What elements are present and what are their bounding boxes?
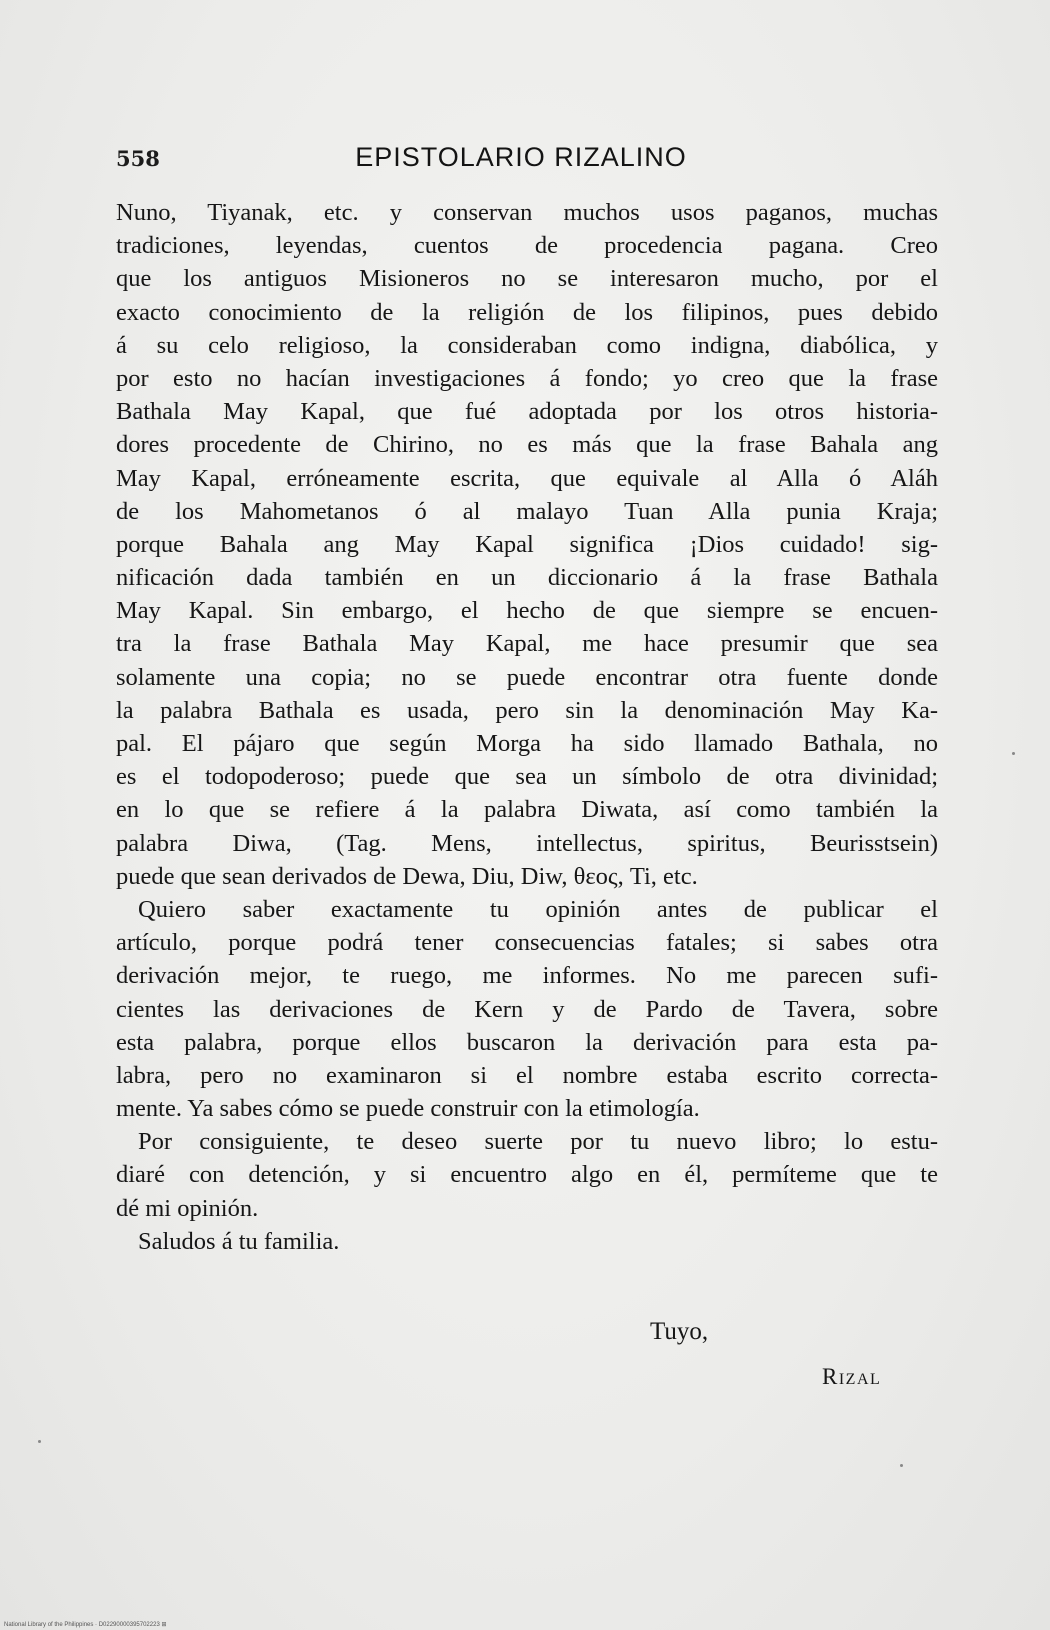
page-header (116, 138, 926, 178)
text-line: que los antiguos Misioneros no se interesaron mucho, por el (116, 265, 938, 293)
page-number: 558 (116, 146, 160, 171)
archive-footer: National Library of the Philippines · D02290000395702223 ⊞ (4, 1622, 167, 1628)
scan-speck (38, 1440, 41, 1443)
text-line: diaré con detención, y si encuentro algo en él, permíteme que te (116, 1161, 938, 1189)
text-line: palabra Diwa, (Tag. Mens, intellectus, spiritus, Beurisstsein) (116, 829, 938, 857)
text-line: cientes las derivaciones de Kern y de Pardo de Tavera, sobre (116, 995, 938, 1023)
letter-body (116, 196, 938, 1258)
text-line: porque Bahala ang May Kapal significa ¡Dios cuidado! sig- (116, 530, 938, 558)
text-line: por esto no hacían investigaciones á fondo; yo creo que la frase (116, 364, 938, 392)
text-line: puede que sean derivados de Dewa, Diu, Diw, θεος, Ti, etc. (116, 862, 698, 890)
text-line: tradiciones, leyendas, cuentos de procedencia pagana. Creo (116, 232, 938, 260)
text-line: dores procedente de Chirino, no es más que la frase Bahala ang (116, 431, 938, 459)
text-line: es el todopoderoso; puede que sea un símbolo de otra divinidad; (116, 763, 938, 791)
text-line: May Kapal, erróneamente escrita, que equivale al Alla ó Aláh (116, 464, 938, 492)
text-line: Quiero saber exactamente tu opinión antes de publicar el (138, 895, 938, 923)
text-line: May Kapal. Sin embargo, el hecho de que siempre se encuen- (116, 597, 938, 625)
text-line: la palabra Bathala es usada, pero sin la denominación May Ka- (116, 696, 938, 724)
text-line: Saludos á tu familia. (138, 1227, 340, 1255)
text-line: Bathala May Kapal, que fué adoptada por los otros historia- (116, 398, 938, 426)
text-line: tra la frase Bathala May Kapal, me hace presumir que sea (116, 630, 938, 658)
running-title: EPISTOLARIO RIZALINO (355, 142, 687, 172)
text-line: labra, pero no examinaron si el nombre estaba escrito correcta- (116, 1061, 938, 1089)
text-line: en lo que se refiere á la palabra Diwata, así como también la (116, 796, 938, 824)
scan-speck (900, 1464, 903, 1467)
signature: Rizal (822, 1364, 882, 1389)
text-line: Por consiguiente, te deseo suerte por tu nuevo libro; lo estu- (138, 1128, 938, 1156)
text-line: nificación dada también en un diccionario á la frase Bathala (116, 564, 938, 592)
text-line: dé mi opinión. (116, 1194, 259, 1222)
text-line: de los Mahometanos ó al malayo Tuan Alla punia Kraja; (116, 497, 938, 525)
text-line: á su celo religioso, la consideraban como indigna, diabólica, y (116, 331, 938, 359)
text-line: exacto conocimiento de la religión de los filipinos, pues debido (116, 298, 938, 326)
text-line: artículo, porque podrá tener consecuencias fatales; si sabes otra (116, 929, 938, 957)
text-line: solamente una copia; no se puede encontrar otra fuente donde (116, 663, 938, 691)
text-line: Nuno, Tiyanak, etc. y conservan muchos usos paganos, muchas (116, 199, 938, 226)
text-line: derivación mejor, te ruego, me informes. No me parecen sufi- (116, 962, 938, 990)
text-line: esta palabra, porque ellos buscaron la derivación para esta pa- (116, 1028, 938, 1056)
text-line: mente. Ya sabes cómo se puede construir con la etimología. (116, 1095, 700, 1123)
text-line: pal. El pájaro que según Morga ha sido llamado Bathala, no (116, 730, 938, 757)
sign-off: Tuyo, (650, 1318, 709, 1345)
scan-speck (1012, 752, 1015, 755)
